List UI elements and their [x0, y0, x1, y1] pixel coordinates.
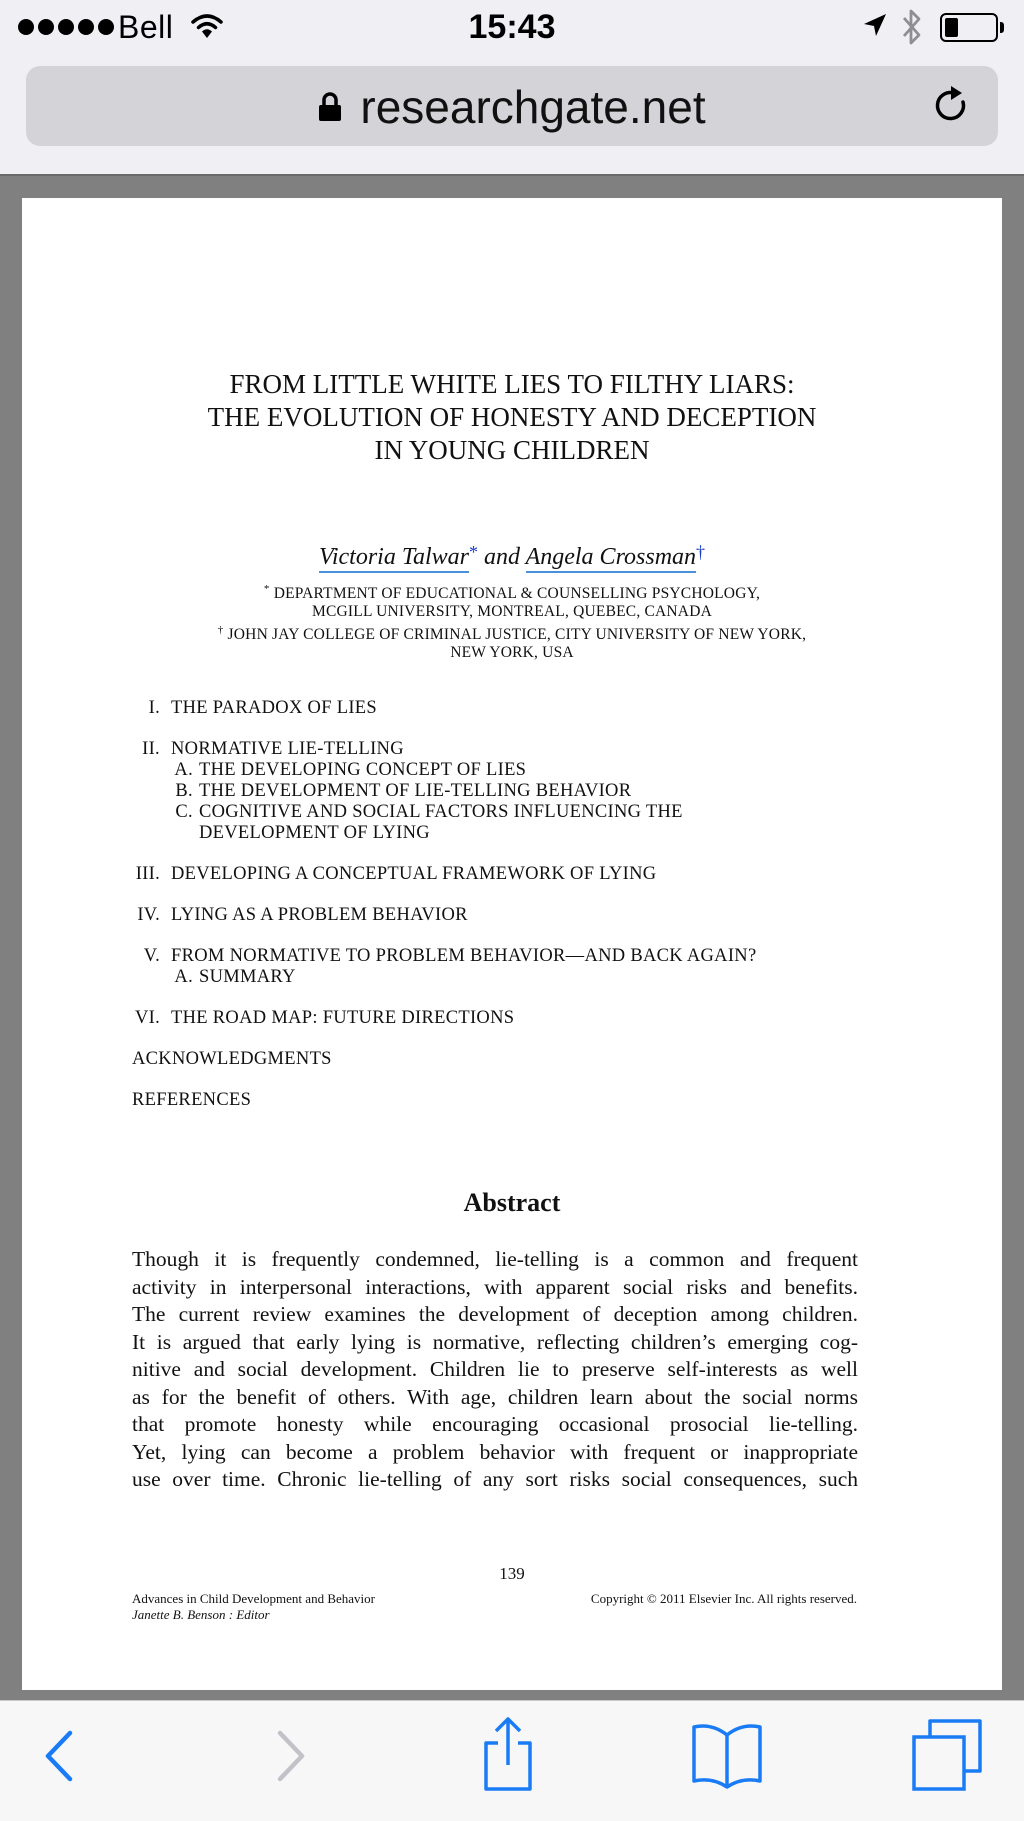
toc-number: IV. — [137, 905, 160, 925]
abstract-line: that promote honesty while encouraging occasional prosocial lie-telling. — [132, 1412, 858, 1436]
table-of-contents — [132, 698, 756, 1111]
toc-subtitle: DEVELOPMENT OF LYING — [199, 823, 430, 843]
journal-name: Advances in Child Development and Behavior — [132, 1591, 375, 1606]
toc-number: A. — [174, 967, 193, 987]
copyright-notice: Copyright © 2011 Elsevier Inc. All rights reserved. — [590, 1591, 857, 1606]
toc-number: A. — [174, 760, 193, 780]
share-icon[interactable] — [478, 1715, 538, 1793]
author-link-crossman[interactable]: Angela Crossman — [526, 544, 696, 573]
bluetooth-icon — [900, 8, 924, 46]
toc-subtitle: THE DEVELOPMENT OF LIE-TELLING BEHAVIOR — [199, 781, 632, 801]
carrier-name: Bell — [118, 9, 174, 45]
status-bar — [0, 0, 1024, 56]
clock: 15:43 — [468, 8, 556, 46]
toc-title: NORMATIVE LIE-TELLING — [171, 739, 404, 759]
toc-title: LYING AS A PROBLEM BEHAVIOR — [171, 905, 468, 925]
pdf-viewport[interactable] — [0, 176, 1024, 1700]
toc-section — [132, 905, 756, 926]
toc-title: THE PARADOX OF LIES — [171, 698, 377, 718]
page-number: 139 — [499, 1564, 525, 1583]
browser-toolbar — [0, 1700, 1024, 1821]
forward-icon[interactable] — [270, 1723, 310, 1789]
toc-section — [132, 698, 756, 719]
affiliation-line: MCGILL UNIVERSITY, MONTREAL, QUEBEC, CANADA — [312, 603, 712, 621]
toc-subtitle: THE DEVELOPING CONCEPT OF LIES — [199, 760, 527, 780]
toc-subsection — [171, 760, 756, 781]
toc-number: C. — [175, 802, 193, 822]
affiliation-line: NEW YORK, USA — [450, 644, 574, 662]
toc-number: VI. — [134, 1008, 160, 1028]
battery-tip — [1000, 22, 1004, 33]
title-line: IN YOUNG CHILDREN — [374, 435, 650, 465]
toc-title: FROM NORMATIVE TO PROBLEM BEHAVIOR—AND BACK AGAIN? — [171, 946, 757, 966]
abstract-line: Yet, lying can become a problem behavior with frequent or inappropriate — [132, 1439, 858, 1464]
article-title — [22, 368, 1002, 467]
abstract-line: activity in interpersonal interactions, with apparent social risks and benefits. — [132, 1274, 858, 1299]
author-line — [22, 542, 1002, 571]
affiliation-mark: † — [217, 624, 224, 637]
toc-subtitle: COGNITIVE AND SOCIAL FACTORS INFLUENCING THE — [199, 802, 683, 822]
toc-subtitle: SUMMARY — [199, 967, 296, 987]
abstract-line: The current review examines the development of deception among children. — [132, 1302, 858, 1326]
abstract-heading: Abstract — [463, 1188, 561, 1217]
toc-section — [132, 864, 756, 885]
title-line: FROM LITTLE WHITE LIES TO FILTHY LIARS: — [229, 369, 795, 399]
abstract-line: Though it is frequently condemned, lie-telling is a common and frequent — [132, 1247, 858, 1271]
affiliations — [22, 580, 1002, 662]
toc-title: DEVELOPING A CONCEPTUAL FRAMEWORK OF LYING — [171, 864, 657, 884]
affiliation-mark[interactable]: * — [469, 542, 478, 562]
reload-icon[interactable] — [932, 84, 972, 128]
toc-number: I. — [148, 698, 160, 718]
affiliation-line: DEPARTMENT OF EDUCATIONAL & COUNSELLING PSYCHOLOGY, — [273, 585, 761, 603]
toc-title: THE ROAD MAP: FUTURE DIRECTIONS — [171, 1008, 515, 1028]
toc-references: REFERENCES — [132, 1090, 252, 1110]
battery-icon — [940, 13, 998, 42]
toc-number: V. — [143, 946, 160, 966]
toc-number: B. — [175, 781, 193, 801]
toc-subsection — [171, 967, 756, 988]
title-line: THE EVOLUTION OF HONESTY AND DECEPTION — [207, 402, 817, 432]
toc-subsection — [171, 781, 756, 802]
back-icon[interactable] — [40, 1723, 80, 1789]
tabs-icon[interactable] — [910, 1717, 984, 1793]
abstract-line: use over time. Chronic lie-telling of any sort risks social consequences, such — [132, 1467, 858, 1491]
toc-acknowledgments: ACKNOWLEDGMENTS — [132, 1049, 332, 1069]
toc-subsection — [171, 802, 756, 844]
abstract-body — [132, 1246, 858, 1494]
footer-journal — [132, 1591, 375, 1623]
toc-number: II. — [142, 739, 160, 759]
toc-section — [132, 739, 756, 844]
location-arrow-icon — [862, 12, 888, 38]
affiliation-line: JOHN JAY COLLEGE OF CRIMINAL JUSTICE, CITY UNIVERSITY OF NEW YORK, — [227, 626, 807, 644]
toc-section — [132, 1008, 756, 1029]
pdf-page — [22, 198, 1002, 1690]
lock-icon — [318, 92, 342, 122]
abstract-line: nitive and social development. Children lie to preserve self-interests as well — [132, 1357, 858, 1381]
affiliation-mark[interactable]: † — [696, 542, 706, 562]
abstract-line: as for the benefit of others. With age, children learn about the social norms — [132, 1384, 858, 1409]
toc-section — [132, 946, 756, 988]
battery-level — [945, 18, 958, 37]
abstract-line: It is argued that early lying is normative, reflecting children’s emerging cog- — [132, 1329, 858, 1354]
toc-number: III. — [135, 864, 160, 884]
author-connector: and — [484, 544, 520, 570]
affiliation-mark: * — [263, 583, 270, 595]
author-link-talwar[interactable]: Victoria Talwar — [319, 544, 469, 573]
editor-line: Janette B. Benson : Editor — [132, 1607, 270, 1622]
bookmarks-icon[interactable] — [690, 1719, 764, 1789]
address-bar[interactable] — [26, 66, 998, 146]
url-domain[interactable]: researchgate.net — [360, 81, 706, 133]
